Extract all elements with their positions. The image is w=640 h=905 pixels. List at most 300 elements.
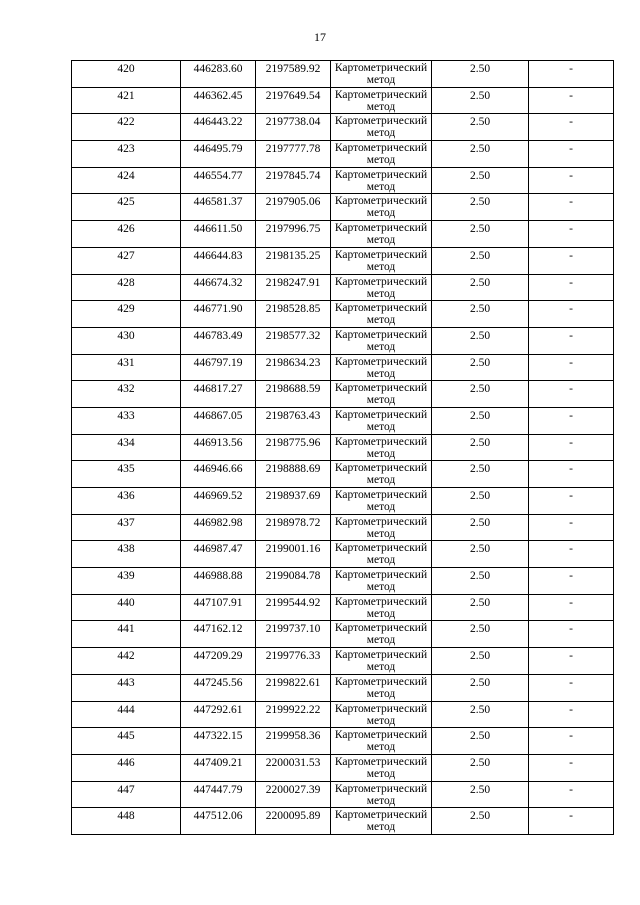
y-coordinate-cell-text: 2198135.25 xyxy=(265,249,321,262)
accuracy-cell xyxy=(432,327,529,354)
accuracy-cell-text: 2.50 xyxy=(469,516,491,529)
description-cell xyxy=(529,114,614,141)
method-cell xyxy=(331,194,432,221)
y-coordinate-cell xyxy=(256,541,331,568)
accuracy-cell-text: 2.50 xyxy=(469,490,491,502)
accuracy-cell-text: 2.50 xyxy=(469,329,491,342)
point-number-cell xyxy=(72,461,181,488)
accuracy-cell-text: 2.50 xyxy=(469,356,491,369)
description-cell-text: - xyxy=(569,543,573,556)
point-number-cell-text: 447 xyxy=(117,783,135,796)
accuracy-cell-text: 2.50 xyxy=(469,436,491,449)
accuracy-cell xyxy=(432,728,529,755)
accuracy-cell-text: 2.50 xyxy=(469,543,491,556)
description-cell xyxy=(529,194,614,221)
point-number-cell-text: 440 xyxy=(117,596,135,609)
y-coordinate-cell-text: 2199922.22 xyxy=(265,703,321,716)
point-number-cell xyxy=(72,728,181,755)
description-cell-text: - xyxy=(569,570,573,583)
y-coordinate-cell-text: 2197845.74 xyxy=(265,169,321,182)
x-coordinate-cell xyxy=(181,541,256,568)
description-cell xyxy=(529,514,614,541)
accuracy-cell-text: 2.50 xyxy=(469,810,491,823)
x-coordinate-cell-text: 446867.05 xyxy=(193,409,243,422)
accuracy-cell-text: 2.50 xyxy=(469,143,491,156)
description-cell xyxy=(529,354,614,381)
point-number-cell-text: 428 xyxy=(117,276,135,289)
x-coordinate-cell xyxy=(181,781,256,808)
point-number-cell xyxy=(72,247,181,274)
point-number-cell-text: 439 xyxy=(117,570,135,583)
method-cell xyxy=(331,167,432,194)
x-coordinate-cell xyxy=(181,301,256,328)
method-cell xyxy=(331,61,432,88)
accuracy-cell-text: 2.50 xyxy=(469,89,491,102)
description-cell-text: - xyxy=(569,223,573,236)
method-cell xyxy=(331,301,432,328)
description-cell xyxy=(529,381,614,408)
x-coordinate-cell xyxy=(181,434,256,461)
point-number-cell-text: 425 xyxy=(117,196,135,209)
accuracy-cell xyxy=(432,808,529,835)
x-coordinate-cell-text: 446674.32 xyxy=(193,276,243,289)
method-cell xyxy=(331,728,432,755)
table-row xyxy=(72,167,614,194)
accuracy-cell xyxy=(432,247,529,274)
description-cell xyxy=(529,61,614,88)
accuracy-cell-text: 2.50 xyxy=(469,196,491,209)
point-number-cell xyxy=(72,407,181,434)
table-row xyxy=(72,221,614,248)
description-cell xyxy=(529,141,614,168)
accuracy-cell xyxy=(432,167,529,194)
method-cell-text: Картометрический метод xyxy=(334,515,428,540)
description-cell-text: - xyxy=(569,783,573,796)
y-coordinate-cell xyxy=(256,301,331,328)
table-row xyxy=(72,381,614,408)
point-number-cell-text: 431 xyxy=(117,356,135,369)
method-cell-text: Картометрический метод xyxy=(334,649,428,674)
table-row xyxy=(72,754,614,781)
y-coordinate-cell-text: 2200027.39 xyxy=(265,783,321,796)
method-cell-text: Картометрический метод xyxy=(334,88,428,113)
accuracy-cell-text: 2.50 xyxy=(469,63,491,75)
method-cell xyxy=(331,461,432,488)
accuracy-cell-text: 2.50 xyxy=(469,623,491,636)
y-coordinate-cell-text: 2198577.32 xyxy=(265,329,321,342)
y-coordinate-cell-text: 2200095.89 xyxy=(265,810,321,823)
accuracy-cell xyxy=(432,488,529,515)
y-coordinate-cell xyxy=(256,194,331,221)
x-coordinate-cell-text: 446611.50 xyxy=(193,223,243,236)
y-coordinate-cell-text: 2197649.54 xyxy=(265,89,321,102)
description-cell-text: - xyxy=(569,409,573,422)
accuracy-cell-text: 2.50 xyxy=(469,596,491,609)
method-cell-text: Картометрический метод xyxy=(334,435,428,460)
method-cell xyxy=(331,488,432,515)
accuracy-cell xyxy=(432,568,529,595)
table-row xyxy=(72,488,614,515)
method-cell-text: Картометрический метод xyxy=(334,248,428,273)
accuracy-cell xyxy=(432,541,529,568)
x-coordinate-cell-text: 446987.47 xyxy=(193,543,243,556)
method-cell-text: Картометрический метод xyxy=(334,355,428,380)
x-coordinate-cell xyxy=(181,354,256,381)
y-coordinate-cell xyxy=(256,701,331,728)
table-row xyxy=(72,568,614,595)
description-cell xyxy=(529,407,614,434)
description-cell-text: - xyxy=(569,756,573,769)
method-cell-text: Картометрический метод xyxy=(334,408,428,433)
accuracy-cell-text: 2.50 xyxy=(469,570,491,583)
x-coordinate-cell-text: 446771.90 xyxy=(193,303,243,316)
table-row xyxy=(72,407,614,434)
y-coordinate-cell xyxy=(256,274,331,301)
point-number-cell xyxy=(72,327,181,354)
table-row xyxy=(72,808,614,835)
method-cell xyxy=(331,781,432,808)
x-coordinate-cell-text: 446495.79 xyxy=(193,143,243,156)
table-row xyxy=(72,621,614,648)
method-cell-text: Картометрический метод xyxy=(334,489,428,513)
y-coordinate-cell-text: 2200031.53 xyxy=(265,756,321,769)
description-cell-text: - xyxy=(569,63,573,75)
description-cell xyxy=(529,648,614,675)
point-number-cell-text: 448 xyxy=(117,810,135,823)
point-number-cell xyxy=(72,61,181,88)
x-coordinate-cell xyxy=(181,568,256,595)
point-number-cell-text: 437 xyxy=(117,516,135,529)
x-coordinate-cell xyxy=(181,701,256,728)
method-cell-text: Картометрический метод xyxy=(334,302,428,327)
accuracy-cell-text: 2.50 xyxy=(469,756,491,769)
x-coordinate-cell-text: 447162.12 xyxy=(193,623,243,636)
point-number-cell-text: 432 xyxy=(117,383,135,396)
x-coordinate-cell xyxy=(181,514,256,541)
accuracy-cell xyxy=(432,754,529,781)
point-number-cell-text: 436 xyxy=(117,490,135,502)
method-cell xyxy=(331,381,432,408)
x-coordinate-cell-text: 447292.61 xyxy=(193,703,243,716)
point-number-cell xyxy=(72,354,181,381)
x-coordinate-cell xyxy=(181,648,256,675)
method-cell-text: Картометрический метод xyxy=(334,275,428,300)
description-cell xyxy=(529,167,614,194)
x-coordinate-cell xyxy=(181,141,256,168)
y-coordinate-cell xyxy=(256,461,331,488)
table-row xyxy=(72,194,614,221)
point-number-cell-text: 420 xyxy=(117,63,135,75)
accuracy-cell xyxy=(432,594,529,621)
accuracy-cell-text: 2.50 xyxy=(469,303,491,316)
method-cell xyxy=(331,594,432,621)
point-number-cell xyxy=(72,87,181,114)
method-cell-text: Картометрический метод xyxy=(334,569,428,594)
point-number-cell xyxy=(72,781,181,808)
point-number-cell-text: 433 xyxy=(117,409,135,422)
y-coordinate-cell xyxy=(256,61,331,88)
table-row xyxy=(72,87,614,114)
point-number-cell-text: 446 xyxy=(117,756,135,769)
point-number-cell-text: 422 xyxy=(117,116,135,129)
accuracy-cell-text: 2.50 xyxy=(469,409,491,422)
y-coordinate-cell xyxy=(256,247,331,274)
point-number-cell-text: 430 xyxy=(117,329,135,342)
y-coordinate-cell xyxy=(256,648,331,675)
x-coordinate-cell-text: 446988.88 xyxy=(193,570,243,583)
y-coordinate-cell-text: 2199084.78 xyxy=(265,570,321,583)
method-cell-text: Картометрический метод xyxy=(334,729,428,754)
coordinates-table-body xyxy=(72,61,614,835)
y-coordinate-cell xyxy=(256,381,331,408)
accuracy-cell xyxy=(432,514,529,541)
method-cell xyxy=(331,674,432,701)
description-cell-text: - xyxy=(569,356,573,369)
table-row xyxy=(72,327,614,354)
method-cell-text: Картометрический метод xyxy=(334,675,428,700)
point-number-cell-text: 441 xyxy=(117,623,135,636)
x-coordinate-cell xyxy=(181,87,256,114)
method-cell-text: Картометрический метод xyxy=(334,622,428,647)
y-coordinate-cell-text: 2197589.92 xyxy=(265,63,321,75)
page-number: 17 xyxy=(314,30,326,44)
x-coordinate-cell xyxy=(181,221,256,248)
y-coordinate-cell xyxy=(256,728,331,755)
accuracy-cell xyxy=(432,701,529,728)
point-number-cell-text: 444 xyxy=(117,703,135,716)
method-cell-text: Картометрический метод xyxy=(334,809,428,834)
x-coordinate-cell-text: 446581.37 xyxy=(193,196,243,209)
x-coordinate-cell-text: 447409.21 xyxy=(193,756,243,769)
point-number-cell xyxy=(72,594,181,621)
accuracy-cell-text: 2.50 xyxy=(469,676,491,689)
method-cell-text: Картометрический метод xyxy=(334,382,428,407)
method-cell xyxy=(331,808,432,835)
method-cell xyxy=(331,434,432,461)
point-number-cell-text: 421 xyxy=(117,89,135,102)
description-cell xyxy=(529,621,614,648)
description-cell-text: - xyxy=(569,116,573,129)
y-coordinate-cell-text: 2198937.69 xyxy=(265,490,321,502)
y-coordinate-cell-text: 2198888.69 xyxy=(265,463,321,476)
description-cell xyxy=(529,781,614,808)
table-row xyxy=(72,61,614,88)
accuracy-cell-text: 2.50 xyxy=(469,223,491,236)
y-coordinate-cell-text: 2199544.92 xyxy=(265,596,321,609)
y-coordinate-cell xyxy=(256,781,331,808)
method-cell-text: Картометрический метод xyxy=(334,462,428,487)
accuracy-cell xyxy=(432,141,529,168)
x-coordinate-cell xyxy=(181,167,256,194)
description-cell-text: - xyxy=(569,650,573,663)
description-cell xyxy=(529,461,614,488)
point-number-cell xyxy=(72,514,181,541)
description-cell-text: - xyxy=(569,596,573,609)
x-coordinate-cell xyxy=(181,407,256,434)
table-row xyxy=(72,674,614,701)
accuracy-cell xyxy=(432,194,529,221)
method-cell-text: Картометрический метод xyxy=(334,782,428,807)
x-coordinate-cell xyxy=(181,728,256,755)
table-row xyxy=(72,594,614,621)
description-cell-text: - xyxy=(569,276,573,289)
accuracy-cell xyxy=(432,354,529,381)
table-row xyxy=(72,728,614,755)
accuracy-cell xyxy=(432,781,529,808)
x-coordinate-cell-text: 446362.45 xyxy=(193,89,243,102)
y-coordinate-cell-text: 2197738.04 xyxy=(265,116,321,129)
description-cell xyxy=(529,541,614,568)
table-row xyxy=(72,541,614,568)
x-coordinate-cell xyxy=(181,488,256,515)
description-cell xyxy=(529,568,614,595)
method-cell-text: Картометрический метод xyxy=(334,702,428,727)
y-coordinate-cell-text: 2197905.06 xyxy=(265,196,321,209)
y-coordinate-cell xyxy=(256,621,331,648)
point-number-cell-text: 438 xyxy=(117,543,135,556)
y-coordinate-cell xyxy=(256,167,331,194)
accuracy-cell xyxy=(432,87,529,114)
table-row xyxy=(72,141,614,168)
y-coordinate-cell xyxy=(256,568,331,595)
point-number-cell-text: 427 xyxy=(117,249,135,262)
y-coordinate-cell xyxy=(256,114,331,141)
table-row xyxy=(72,648,614,675)
point-number-cell-text: 442 xyxy=(117,650,135,663)
x-coordinate-cell-text: 447209.29 xyxy=(193,650,243,663)
description-cell-text: - xyxy=(569,436,573,449)
point-number-cell xyxy=(72,114,181,141)
accuracy-cell-text: 2.50 xyxy=(469,276,491,289)
description-cell xyxy=(529,674,614,701)
description-cell-text: - xyxy=(569,169,573,182)
accuracy-cell xyxy=(432,301,529,328)
method-cell xyxy=(331,407,432,434)
x-coordinate-cell xyxy=(181,114,256,141)
accuracy-cell-text: 2.50 xyxy=(469,249,491,262)
accuracy-cell-text: 2.50 xyxy=(469,383,491,396)
y-coordinate-cell-text: 2199737.10 xyxy=(265,623,321,636)
y-coordinate-cell-text: 2199822.61 xyxy=(265,676,321,689)
method-cell xyxy=(331,701,432,728)
y-coordinate-cell-text: 2198528.85 xyxy=(265,303,321,316)
description-cell-text: - xyxy=(569,249,573,262)
point-number-cell xyxy=(72,648,181,675)
y-coordinate-cell-text: 2198634.23 xyxy=(265,356,321,369)
x-coordinate-cell xyxy=(181,327,256,354)
coordinates-table xyxy=(71,60,614,835)
x-coordinate-cell xyxy=(181,381,256,408)
accuracy-cell-text: 2.50 xyxy=(469,116,491,129)
x-coordinate-cell-text: 446644.83 xyxy=(193,249,243,262)
x-coordinate-cell xyxy=(181,594,256,621)
x-coordinate-cell-text: 447447.79 xyxy=(193,783,243,796)
description-cell xyxy=(529,434,614,461)
y-coordinate-cell xyxy=(256,141,331,168)
method-cell xyxy=(331,274,432,301)
description-cell xyxy=(529,221,614,248)
accuracy-cell xyxy=(432,648,529,675)
accuracy-cell-text: 2.50 xyxy=(469,463,491,476)
table-row xyxy=(72,301,614,328)
y-coordinate-cell xyxy=(256,434,331,461)
x-coordinate-cell-text: 447322.15 xyxy=(193,730,243,743)
point-number-cell xyxy=(72,674,181,701)
x-coordinate-cell xyxy=(181,194,256,221)
point-number-cell-text: 435 xyxy=(117,463,135,476)
point-number-cell xyxy=(72,568,181,595)
method-cell-text: Картометрический метод xyxy=(334,142,428,167)
y-coordinate-cell-text: 2199001.16 xyxy=(265,543,321,556)
description-cell-text: - xyxy=(569,89,573,102)
point-number-cell xyxy=(72,141,181,168)
x-coordinate-cell-text: 446797.19 xyxy=(193,356,243,369)
point-number-cell xyxy=(72,221,181,248)
table-row xyxy=(72,354,614,381)
description-cell-text: - xyxy=(569,730,573,743)
y-coordinate-cell-text: 2199958.36 xyxy=(265,730,321,743)
y-coordinate-cell xyxy=(256,354,331,381)
method-cell xyxy=(331,568,432,595)
accuracy-cell-text: 2.50 xyxy=(469,650,491,663)
table-row xyxy=(72,434,614,461)
method-cell-text: Картометрический метод xyxy=(334,62,428,86)
method-cell-text: Картометрический метод xyxy=(334,222,428,247)
point-number-cell xyxy=(72,167,181,194)
method-cell xyxy=(331,247,432,274)
method-cell xyxy=(331,141,432,168)
point-number-cell-text: 424 xyxy=(117,169,135,182)
y-coordinate-cell xyxy=(256,674,331,701)
accuracy-cell xyxy=(432,407,529,434)
y-coordinate-cell xyxy=(256,221,331,248)
y-coordinate-cell-text: 2198688.59 xyxy=(265,383,321,396)
description-cell xyxy=(529,247,614,274)
method-cell-text: Картометрический метод xyxy=(334,195,428,220)
y-coordinate-cell-text: 2197777.78 xyxy=(265,143,321,156)
description-cell xyxy=(529,808,614,835)
point-number-cell xyxy=(72,381,181,408)
x-coordinate-cell-text: 446817.27 xyxy=(193,383,243,396)
method-cell xyxy=(331,514,432,541)
accuracy-cell xyxy=(432,381,529,408)
method-cell-text: Картометрический метод xyxy=(334,328,428,353)
table-row xyxy=(72,701,614,728)
x-coordinate-cell xyxy=(181,621,256,648)
table-row xyxy=(72,247,614,274)
x-coordinate-cell-text: 446982.98 xyxy=(193,516,243,529)
accuracy-cell-text: 2.50 xyxy=(469,169,491,182)
description-cell xyxy=(529,274,614,301)
method-cell xyxy=(331,221,432,248)
method-cell-text: Картометрический метод xyxy=(334,755,428,780)
accuracy-cell-text: 2.50 xyxy=(469,730,491,743)
y-coordinate-cell xyxy=(256,488,331,515)
description-cell-text: - xyxy=(569,623,573,636)
accuracy-cell xyxy=(432,61,529,88)
point-number-cell xyxy=(72,274,181,301)
point-number-cell xyxy=(72,541,181,568)
accuracy-cell xyxy=(432,674,529,701)
x-coordinate-cell-text: 447107.91 xyxy=(193,596,243,609)
method-cell-text: Картометрический метод xyxy=(334,168,428,193)
y-coordinate-cell-text: 2198763.43 xyxy=(265,409,321,422)
method-cell xyxy=(331,87,432,114)
x-coordinate-cell xyxy=(181,461,256,488)
x-coordinate-cell xyxy=(181,808,256,835)
table-row xyxy=(72,114,614,141)
x-coordinate-cell-text: 447512.06 xyxy=(193,810,243,823)
